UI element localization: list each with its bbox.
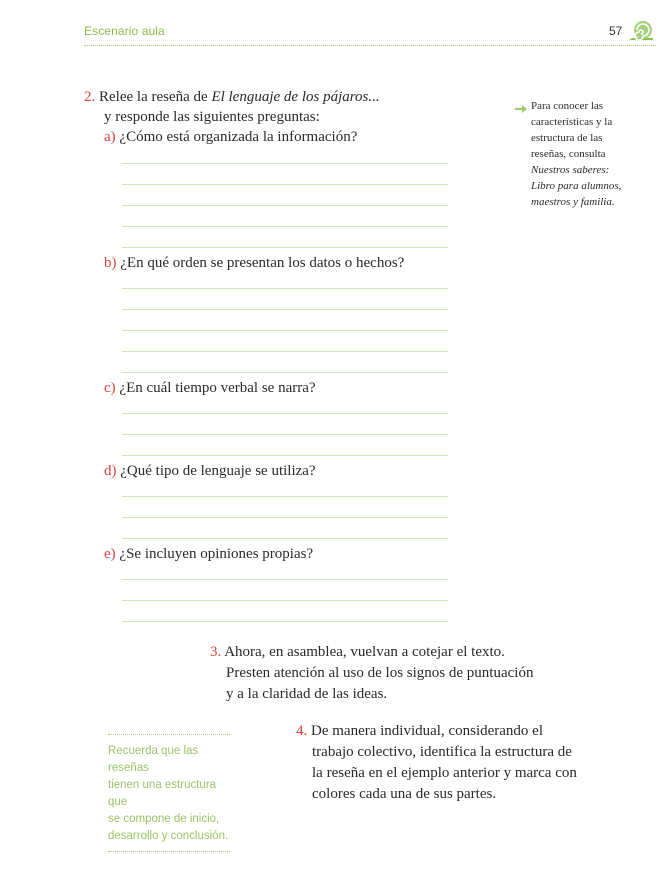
page-number: 57 xyxy=(609,24,623,38)
answer-line[interactable] xyxy=(122,309,448,310)
answer-line[interactable] xyxy=(122,496,448,497)
answer-line[interactable] xyxy=(122,579,448,580)
answer-line[interactable] xyxy=(122,517,448,518)
answer-line[interactable] xyxy=(122,205,448,206)
question-text: Relee la reseña de El lenguaje de los pájaros... xyxy=(99,89,380,105)
answer-line[interactable] xyxy=(122,351,448,352)
answer-line[interactable] xyxy=(122,600,448,601)
side-note: Para conocer las características y la estructura de las reseñas, consulta Nuestros saberes: Libro para alumnos, maestros y familia. xyxy=(531,100,622,208)
subquestion-c: c) ¿En cuál tiempo verbal se narra? xyxy=(104,380,316,396)
answer-line[interactable] xyxy=(122,226,448,227)
answer-line[interactable] xyxy=(122,538,448,539)
answer-line[interactable] xyxy=(122,413,448,414)
answer-line[interactable] xyxy=(122,621,448,622)
question-number: 2. xyxy=(84,89,96,105)
answer-line[interactable] xyxy=(122,455,448,456)
subquestion-b: b) ¿En qué orden se presentan los datos o hechos? xyxy=(104,255,405,271)
header-divider xyxy=(84,45,656,46)
question-3-line2: Presten atención al uso de los signos de puntuación xyxy=(226,665,534,681)
question-3-line3: y a la claridad de las ideas. xyxy=(226,686,388,702)
section-title: Escenario aula xyxy=(84,24,165,38)
question-4-line4: colores cada una de sus partes. xyxy=(312,786,497,802)
snail-shell-icon xyxy=(628,20,654,42)
question-4-line2: trabajo colectivo, identifica la estructura de xyxy=(312,744,572,760)
question-2-line2: y responde las siguientes preguntas: xyxy=(104,109,320,125)
arrow-right-icon xyxy=(514,101,528,111)
answer-line[interactable] xyxy=(122,372,448,373)
question-3-line1: 3. Ahora, en asamblea, vuelvan a cotejar el texto. xyxy=(210,644,505,660)
answer-line[interactable] xyxy=(122,288,448,289)
answer-line[interactable] xyxy=(122,163,448,164)
subquestion-a: a) ¿Cómo está organizada la información? xyxy=(104,129,358,145)
answer-line[interactable] xyxy=(122,247,448,248)
answer-line[interactable] xyxy=(122,434,448,435)
subquestion-d: d) ¿Qué tipo de lenguaje se utiliza? xyxy=(104,463,316,479)
question-2-line1 xyxy=(84,87,380,107)
subquestion-e: e) ¿Se incluyen opiniones propias? xyxy=(104,546,314,562)
reminder-note: Recuerda que las reseñas tienen una estructura que se compone de inicio, desarrollo y conclusión. xyxy=(108,734,230,852)
question-4-line3: la reseña en el ejemplo anterior y marca con xyxy=(312,765,577,781)
answer-line[interactable] xyxy=(122,330,448,331)
question-4-line1: 4. De manera individual, considerando el xyxy=(296,723,544,739)
question-number: 4. xyxy=(296,723,308,739)
answer-line[interactable] xyxy=(122,184,448,185)
question-number: 3. xyxy=(210,644,222,660)
